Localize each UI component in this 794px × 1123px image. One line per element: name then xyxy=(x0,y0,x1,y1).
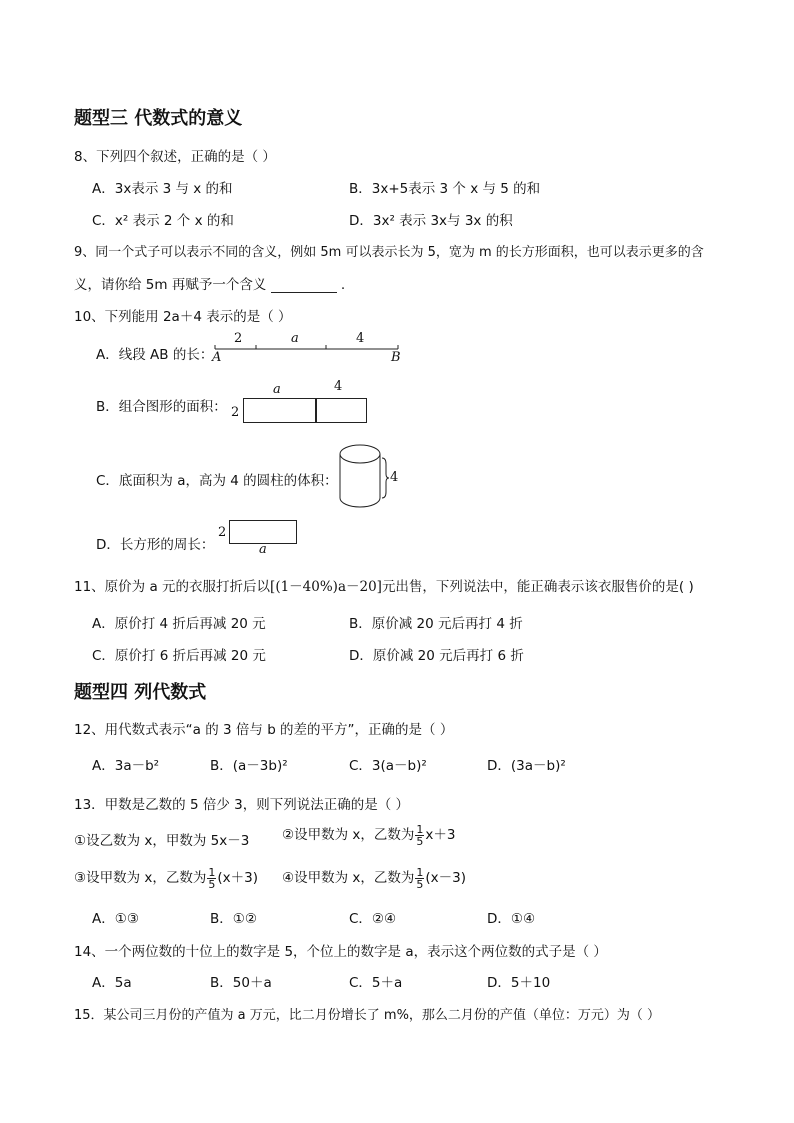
question-14-stem: 14、一个两位数的十位上的数字是 5，个位上的数字是 a，表示这个两位数的式子是（ ） xyxy=(74,944,607,960)
fraction-numerator: 1 xyxy=(416,865,424,879)
price-expression: [(1－40%)a－20] xyxy=(270,579,382,595)
section-heading-4: 题型四 列代数式 xyxy=(74,682,207,703)
statement-2-expr: x＋3 xyxy=(425,827,456,843)
question-11-option-c: C．原价打 6 折后再减 20 元 xyxy=(92,648,266,664)
rectangle-a xyxy=(243,398,317,423)
question-9-text: 义，请你给 5m 再赋予一个含义 xyxy=(74,277,267,293)
question-10-option-a: A．线段 AB 的长： xyxy=(96,347,214,363)
question-11-option-d: D．原价减 20 元后再打 6 折 xyxy=(349,648,524,664)
question-11-stem xyxy=(74,575,694,595)
fraction-one-fifth xyxy=(415,867,424,890)
statement-2-text: ②设甲数为 x，乙数为 xyxy=(282,827,415,843)
fraction-denominator: 5 xyxy=(416,877,424,891)
question-8-option-a: A．3x表示 3 与 x 的和 xyxy=(92,181,233,197)
rectangle-top-label-a: a xyxy=(273,382,281,397)
rectangle-d-bottom-label: a xyxy=(259,542,267,557)
question-11-option-a: A．原价打 4 折后再减 20 元 xyxy=(92,616,266,632)
question-10-option-c: C．底面积为 a，高为 4 的圆柱的体积： xyxy=(96,473,338,489)
question-12-option-c: C．3(a－b)² xyxy=(349,758,427,774)
statement-3-text: ③设甲数为 x，乙数为 xyxy=(74,870,207,886)
point-a-label: A xyxy=(212,350,222,365)
segment-label-2: 2 xyxy=(234,331,243,346)
question-12-option-a: A．3a－b² xyxy=(92,758,160,774)
question-14-option-b: B．50＋a xyxy=(210,975,272,991)
section-heading-3: 题型三 代数式的意义 xyxy=(74,108,243,129)
question-12-stem: 12、用代数式表示“a 的 3 倍与 b 的差的平方”，正确的是（ ） xyxy=(74,722,454,738)
rectangle-4 xyxy=(315,398,367,423)
question-13-option-d: D．①④ xyxy=(487,911,536,927)
statement-3-expr: (x＋3) xyxy=(217,870,259,886)
answer-blank[interactable] xyxy=(271,279,337,293)
question-10-option-b: B．组合图形的面积： xyxy=(96,399,227,415)
fraction-one-fifth xyxy=(415,824,424,847)
question-10-stem: 10、下列能用 2a＋4 表示的是（ ） xyxy=(74,309,292,325)
question-14-option-d: D．5＋10 xyxy=(487,975,551,991)
cylinder-top xyxy=(340,445,380,463)
question-9-period: . xyxy=(340,277,346,293)
point-b-label: B xyxy=(391,350,401,365)
question-8-stem: 8、下列四个叙述，正确的是（ ） xyxy=(74,149,276,165)
question-13-option-c: C．②④ xyxy=(349,911,397,927)
question-11-text-a: 11、原价为 a 元的衣服打折后以 xyxy=(74,579,271,595)
fraction-numerator: 1 xyxy=(208,865,216,879)
question-14-option-c: C．5＋a xyxy=(349,975,403,991)
question-13-option-b: B．①② xyxy=(210,911,257,927)
question-13-statement-2 xyxy=(282,823,455,847)
rectangle-d-left-label: 2 xyxy=(218,525,227,540)
height-brace xyxy=(382,458,389,498)
question-15-stem: 15．某公司三月份的产值为 a 万元，比二月份增长了 m%，那么二月份的产值（单位：万元）为（ ） xyxy=(74,1008,661,1023)
cylinder-diagram xyxy=(336,442,399,512)
question-13-option-a: A．①③ xyxy=(92,911,139,927)
statement-4-text: ④设甲数为 x，乙数为 xyxy=(282,870,415,886)
question-10-option-d: D．长方形的周长： xyxy=(96,537,215,553)
question-9-line-2 xyxy=(74,273,345,293)
long-rectangle xyxy=(229,520,297,544)
question-8-option-d: D．3x² 表示 3x与 3x 的积 xyxy=(349,213,513,229)
question-9-line-1: 9、同一个式子可以表示不同的含义，例如 5m 可以表示长为 5，宽为 m 的长方形面积，也可以表示更多的含 xyxy=(74,245,704,260)
fraction-numerator: 1 xyxy=(416,822,424,836)
question-13-statement-4 xyxy=(282,866,466,890)
question-14-option-a: A．5a xyxy=(92,975,132,991)
cylinder-height-label: 4 xyxy=(390,470,399,485)
fraction-one-fifth xyxy=(207,867,216,890)
cylinder-bottom xyxy=(340,498,380,507)
question-8-option-b: B．3x+5表示 3 个 x 与 5 的和 xyxy=(349,181,541,197)
statement-4-expr: (x－3) xyxy=(425,870,467,886)
rectangle-top-label-4: 4 xyxy=(334,379,343,394)
rectangle-left-label-2: 2 xyxy=(231,405,240,420)
question-13-stem: 13．甲数是乙数的 5 倍少 3，则下列说法正确的是（ ） xyxy=(74,797,410,813)
question-8-option-c: C．x² 表示 2 个 x 的和 xyxy=(92,213,234,229)
fraction-denominator: 5 xyxy=(208,877,216,891)
question-13-statement-1: ①设乙数为 x，甲数为 5x－3 xyxy=(74,833,250,849)
question-11-option-b: B．原价减 20 元后再打 4 折 xyxy=(349,616,523,632)
question-13-statement-3 xyxy=(74,866,258,890)
question-12-option-d: D．(3a－b)² xyxy=(487,758,566,774)
fraction-denominator: 5 xyxy=(416,834,424,848)
question-12-option-b: B．(a－3b)² xyxy=(210,758,288,774)
segment-label-4: 4 xyxy=(356,331,365,346)
segment-label-a: a xyxy=(291,331,299,346)
question-11-text-b: 元出售，下列说法中，能正确表示该衣服售价的是( ) xyxy=(381,579,694,595)
